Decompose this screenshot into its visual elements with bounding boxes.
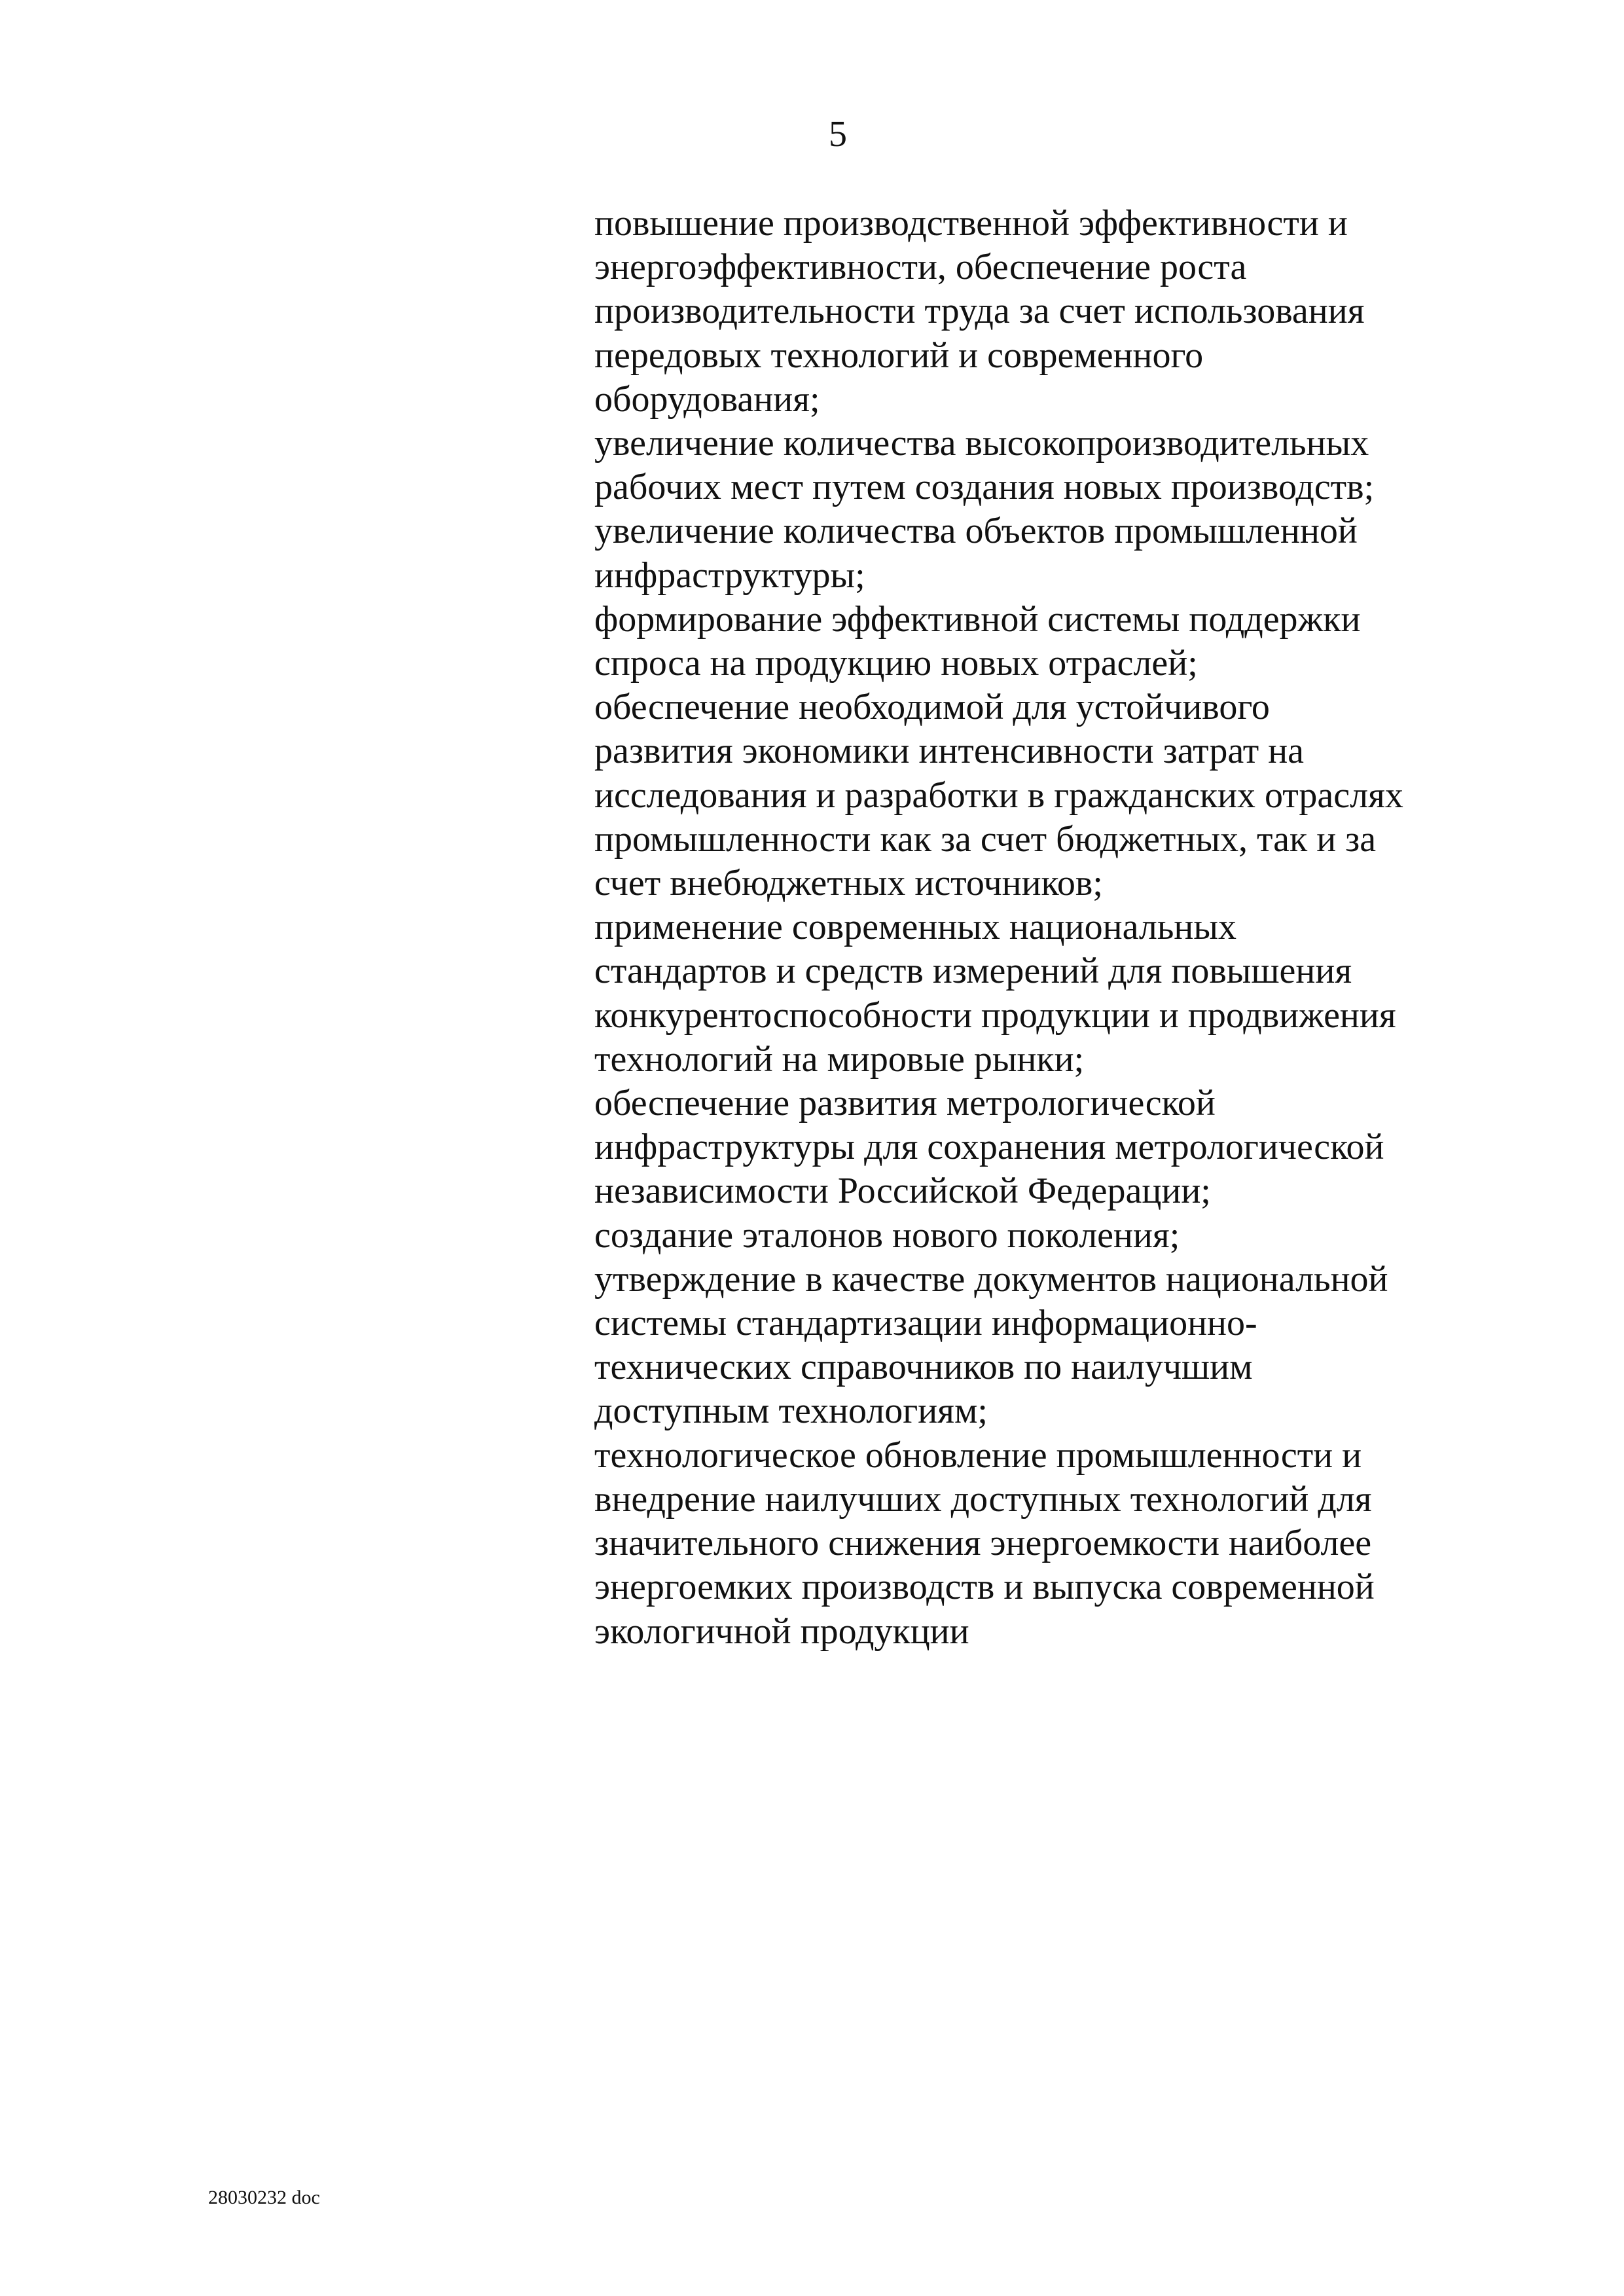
text-line: промышленности как за счет бюджетных, так и за [594,818,1377,860]
page-number: 5 [829,114,847,155]
text-line: применение современных национальных [594,907,1237,948]
text-line: производительности труда за счет использования [594,291,1365,332]
text-line: системы стандартизации информационно- [594,1303,1257,1344]
text-line: обеспечение развития метрологической [594,1083,1216,1124]
text-line: передовых технологий и современного [594,335,1204,376]
text-line: рабочих мест путем создания новых производств; [594,467,1375,508]
text-line: формирование эффективной системы поддержки [594,598,1361,640]
text-line: конкурентоспособности продукции и продвижения [594,994,1396,1036]
text-line: повышение производственной эффективности и [594,203,1348,244]
text-line: счет внебюджетных источников; [594,863,1103,904]
text-line: увеличение количества высокопроизводительных [594,423,1369,464]
text-line: технологий на мировые рынки; [594,1038,1085,1080]
document-code: 28030232 doc [208,2187,320,2208]
text-line: спроса на продукцию новых отраслей; [594,643,1198,684]
text-line: доступным технологиям; [594,1391,988,1432]
text-line: увеличение количества объектов промышленной [594,511,1358,552]
text-line: технологическое обновление промышленности и [594,1434,1362,1476]
text-line: технических справочников по наилучшим [594,1347,1253,1388]
text-line: значительного снижения энергоемкости наиболее [594,1523,1372,1564]
text-line: утверждение в качестве документов национальной [594,1258,1388,1300]
text-line: оборудования; [594,378,820,420]
text-line: создание эталонов нового поколения; [594,1214,1180,1256]
text-line: инфраструктуры; [594,555,865,596]
text-line: внедрение наилучших доступных технологий для [594,1478,1372,1520]
text-line: энергоэффективности, обеспечение роста [594,247,1247,288]
text-line: экологичной продукции [594,1611,969,1652]
text-line: инфраструктуры для сохранения метрологической [594,1127,1384,1168]
text-line: развития экономики интенсивности затрат на [594,731,1305,772]
document-body [594,202,1524,1654]
text-line: независимости Российской Федерации; [594,1171,1211,1212]
text-line: стандартов и средств измерений для повышения [594,951,1352,992]
text-line: обеспечение необходимой для устойчивого [594,687,1270,728]
text-line: исследования и разработки в гражданских отраслях [594,774,1403,816]
text-line: энергоемких производств и выпуска современной [594,1567,1375,1608]
